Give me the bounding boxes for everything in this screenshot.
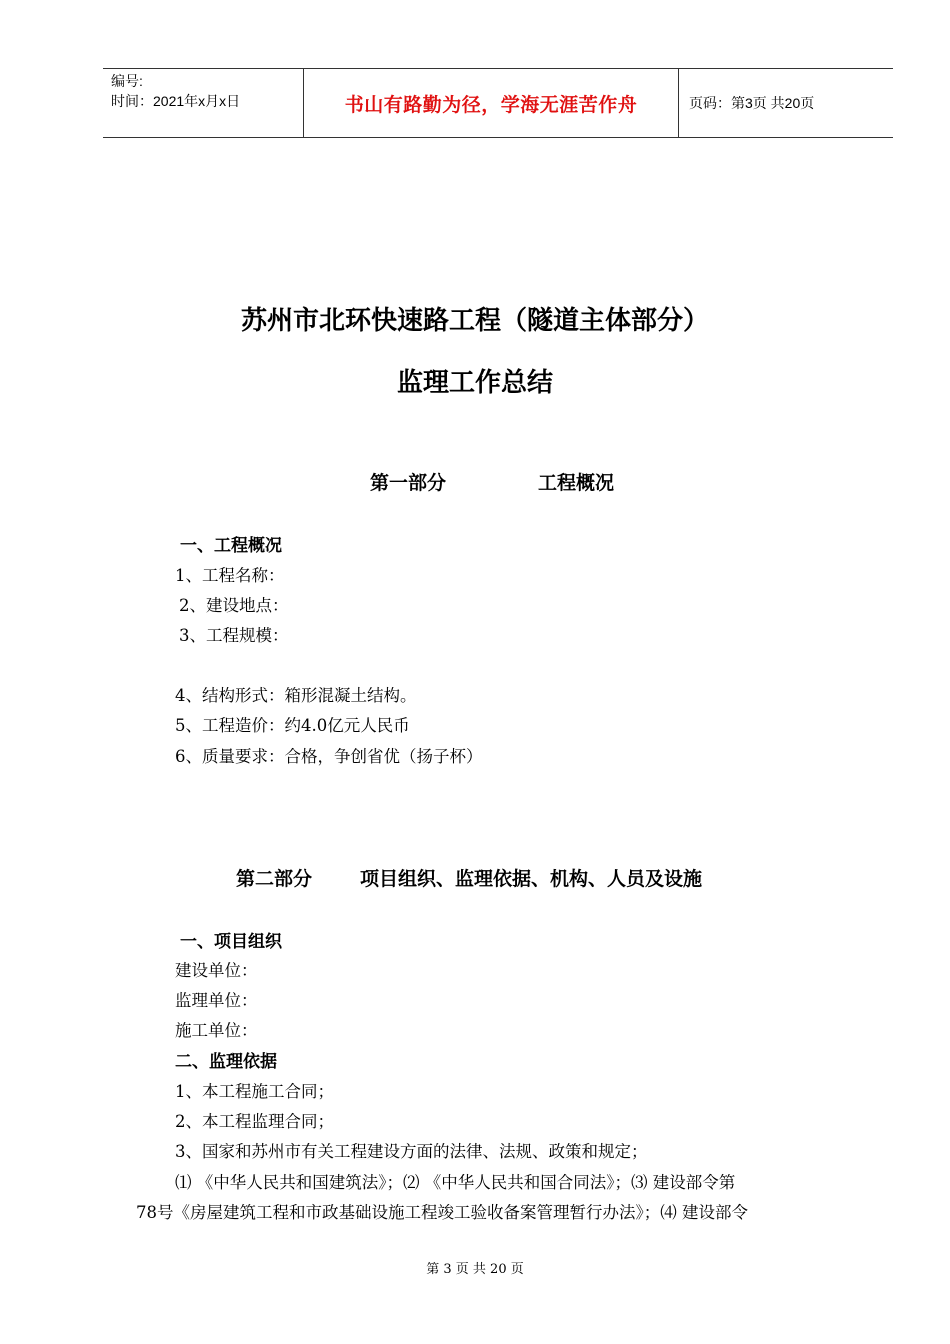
header-motto: 书山有路勤为径，学海无涯苦作舟 xyxy=(344,93,638,116)
part2-heading-left: 第二部分 xyxy=(236,868,313,890)
list-item: 施工单位： xyxy=(175,1021,258,1040)
list-item: 5、工程造价：约4.0亿元人民币 xyxy=(175,716,410,735)
laws-line: ⑴ 《中华人民共和国建筑法》；⑵ 《中华人民共和国合同法》；⑶ 建设部令第 xyxy=(175,1173,736,1192)
list-item: 2、建设地点： xyxy=(179,596,289,615)
list-item: 监理单位： xyxy=(175,991,258,1010)
list-item: 建设单位： xyxy=(175,961,258,980)
laws-line: 78号《房屋建筑工程和市政基础设施工程竣工验收备案管理暂行办法》；⑷ 建设部令 xyxy=(136,1203,748,1222)
list-item: 6、质量要求：合格，争创省优（扬子杯） xyxy=(175,747,483,766)
header-motto-cell xyxy=(303,69,679,137)
list-item: 3、工程规模： xyxy=(179,626,289,645)
document-title: 苏州市北环快速路工程（隧道主体部分） xyxy=(240,306,709,336)
header-time-label: 时间：2021年x月x日 xyxy=(111,93,241,109)
part1-heading-left: 第一部分 xyxy=(370,472,447,494)
document-subtitle: 监理工作总结 xyxy=(396,368,553,398)
part2-section2-title: 二、监理依据 xyxy=(175,1052,277,1072)
header-number-label: 编号: xyxy=(111,73,143,89)
part1-section-title: 一、工程概况 xyxy=(180,536,282,556)
list-item: 1、本工程施工合同； xyxy=(175,1082,334,1101)
list-item: 4、结构形式：箱形混凝土结构。 xyxy=(175,686,417,705)
header-page-code: 页码：第3页 共20页 xyxy=(689,95,815,111)
page-header xyxy=(103,68,893,138)
part1-heading-right: 工程概况 xyxy=(538,472,615,494)
list-item: 2、本工程监理合同； xyxy=(175,1112,334,1131)
page-footer: 第 3 页 共 20 页 xyxy=(426,1262,524,1277)
header-left-cell xyxy=(103,69,303,137)
part2-heading-right: 项目组织、监理依据、机构、人员及设施 xyxy=(360,868,703,890)
part2-section1-title: 一、项目组织 xyxy=(180,932,282,952)
list-item: 1、工程名称： xyxy=(175,566,285,585)
list-item: 3、国家和苏州市有关工程建设方面的法律、法规、政策和规定； xyxy=(175,1142,648,1161)
header-right-cell xyxy=(679,69,893,137)
